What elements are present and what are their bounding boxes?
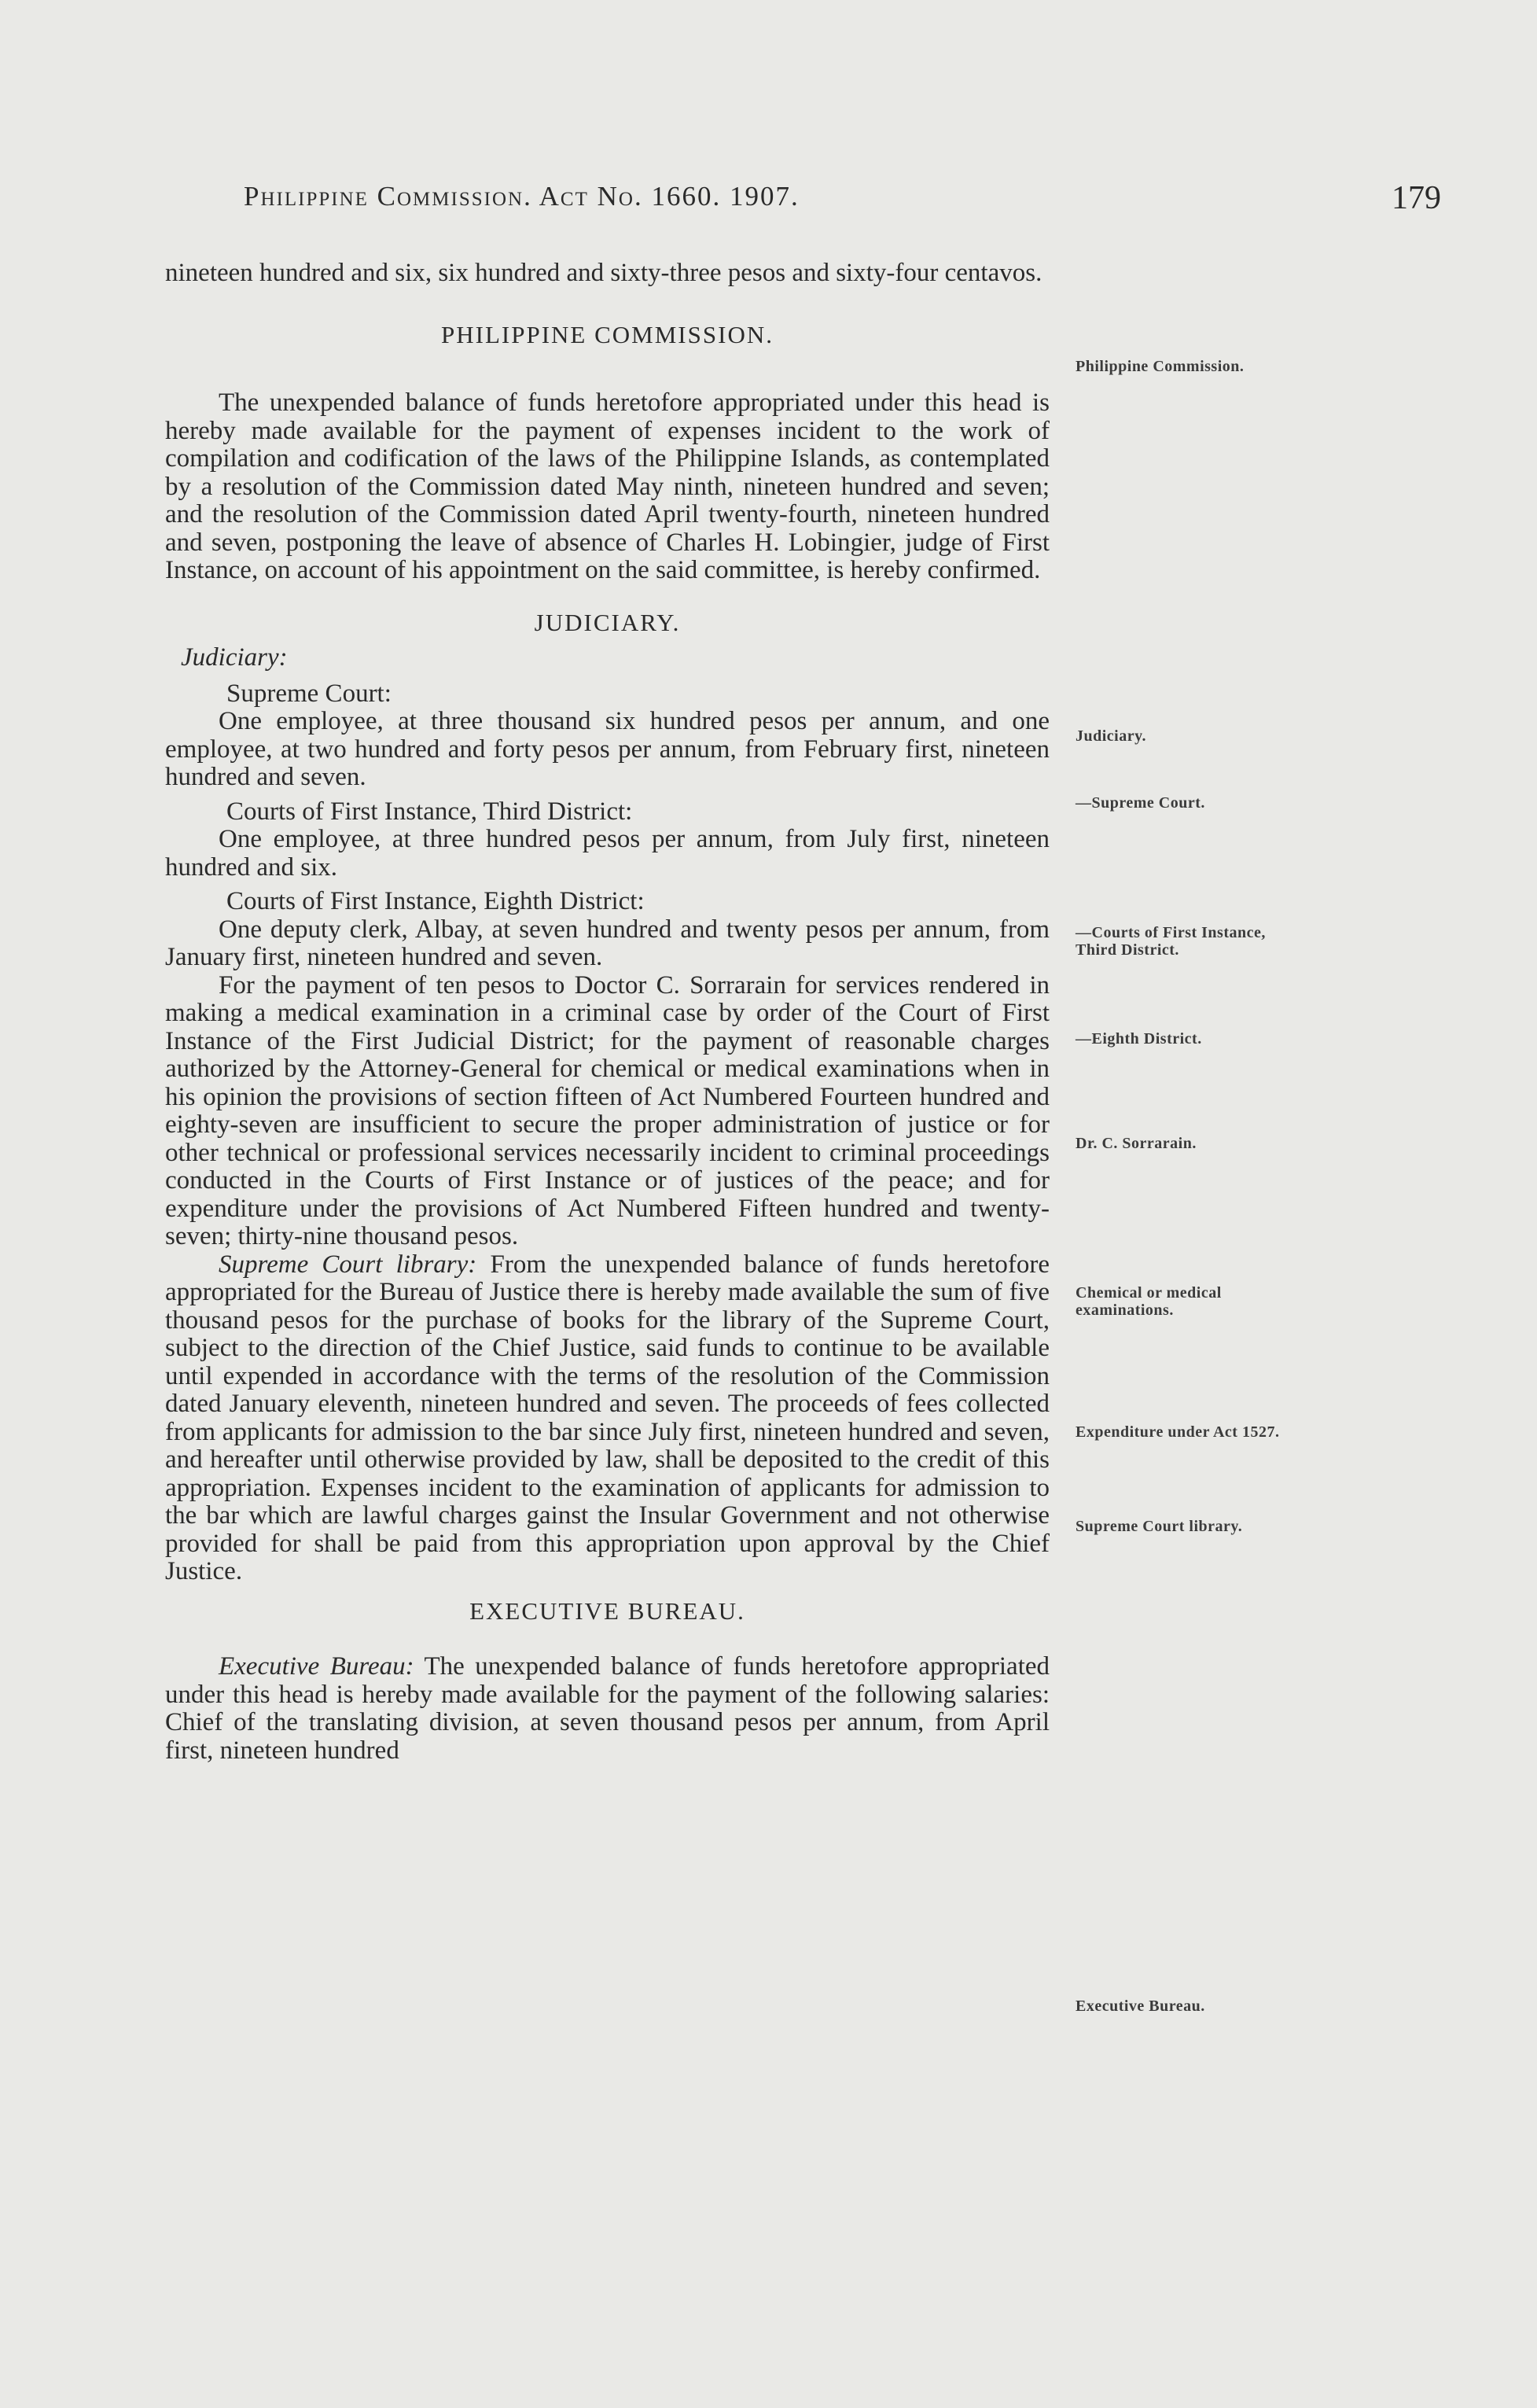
page-number: 179 [1392, 180, 1441, 216]
paragraph-sorrarain: For the payment of ten pesos to Doctor C. Sorrarain for services rendered in making a medical examination in a criminal case by order of the Court of First Instance of the First Judicial District; for the payment of reasonable charges authorized by the Attorney-General for chemical or medical examinations when in his opinion the provisions of section fifteen of Act Numbered Fourteen hundred and eighty-seven are insufficient to secure the proper administration of justice or for other technical or professional services necessarily incident to criminal proceedings conducted in the Courts of First Instance or of justices of the peace; and for expenditure under the provisions of Act Numbered Fifteen hundred and twenty-seven; thirty-nine thousand pesos. [165, 970, 1050, 1250]
judiciary-label: Judiciary: [181, 643, 288, 672]
third-district-label: Courts of First Instance, Third District: [226, 797, 633, 826]
executive-label: Executive Bureau: [219, 1652, 414, 1681]
eighth-district-label: Courts of First Instance, Eighth District: [226, 887, 645, 915]
heading-executive-bureau: EXECUTIVE BUREAU. [469, 1596, 745, 1625]
paragraph-eighth-district: One deputy clerk, Albay, at seven hundred and twenty pesos per annum, from January first, nineteen hundred and seven. [165, 915, 1050, 971]
margin-note-philippine-commission: Philippine Commission. [1076, 358, 1245, 375]
executive-text: The unexpended balance of funds heretofore appropriated under this head is hereby made available for the payment of the following salaries: Chief of the translating division, at seven thousand pesos per annum, from April first, nineteen hundred [165, 1652, 1050, 1765]
body-text [165, 260, 1050, 1765]
supreme-court-label: Supreme Court: [226, 679, 392, 708]
heading-judiciary: JUDICIARY. [534, 608, 681, 636]
margin-note-third-district: —Courts of First Instance, Third District. [1076, 924, 1266, 959]
heading-philippine-commission: PHILIPPINE COMMISSION. [441, 320, 774, 348]
paragraph-opening: nineteen hundred and six, six hundred and sixty-three pesos and sixty-four centavos. [165, 259, 1042, 287]
paragraph-executive [165, 1653, 1050, 1765]
running-head: Philippine Commission. Act No. 1660. 1907. [244, 181, 800, 212]
margin-note-sorrarain: Dr. C. Sorrarain. [1076, 1135, 1197, 1152]
library-label: Supreme Court library: [219, 1250, 477, 1279]
paragraph-commission: The unexpended balance of funds heretofore appropriated under this head is hereby made available for the payment of expenses incident to the work of compilation and codification of the laws of the Philippine Islands, as contemplated by a resolution of the Commission dated May ninth, nineteen hundred and seven; and the resolution of the Commission dated April twenty-fourth, nineteen hundred and seven, postponing the leave of absence of Charles H. Lobingier, judge of First Instance, on account of his appointment on the said committee, is hereby confirmed. [165, 388, 1050, 584]
margin-note-supreme-court: —Supreme Court. [1076, 794, 1205, 812]
margin-note-chemical: Chemical or medical examinations. [1076, 1284, 1222, 1319]
margin-note-judiciary: Judiciary. [1076, 727, 1147, 745]
paragraph-library [165, 1251, 1050, 1586]
margin-note-library: Supreme Court library. [1076, 1518, 1243, 1535]
library-text: From the unexpended balance of funds heretofore appropriated for the Bureau of Justice there is hereby made available the sum of five thousand pesos for the purchase of books for the library of the Supreme Court, subject to the direction of the Chief Justice, said funds to continue to be available until expended in accordance with the terms of the resolution of the Commission dated January eleventh, nineteen hundred and seven. The proceeds of fees collected from applicants for admission to the bar since July first, nineteen hundred and seven, and hereafter until otherwise provided by law, shall be deposited to the credit of this appropriation. Expenses incident to the examination of applicants for admission to the bar which are lawful charges gainst the Insular Government and not otherwise provided for shall be paid from this appropriation upon approval by the Chief Justice. [165, 1250, 1050, 1585]
margin-note-eighth-district: —Eighth District. [1076, 1030, 1202, 1048]
paragraph-supreme-court: One employee, at three thousand six hundred pesos per annum, and one employee, at two hundred and forty pesos per annum, from February first, nineteen hundred and seven. [165, 707, 1050, 791]
paragraph-third-district: One employee, at three hundred pesos per annum, from July first, nineteen hundred and six. [165, 825, 1050, 882]
margin-note-expenditure: Expenditure under Act 1527. [1076, 1423, 1280, 1441]
margin-note-executive: Executive Bureau. [1076, 1997, 1205, 2015]
